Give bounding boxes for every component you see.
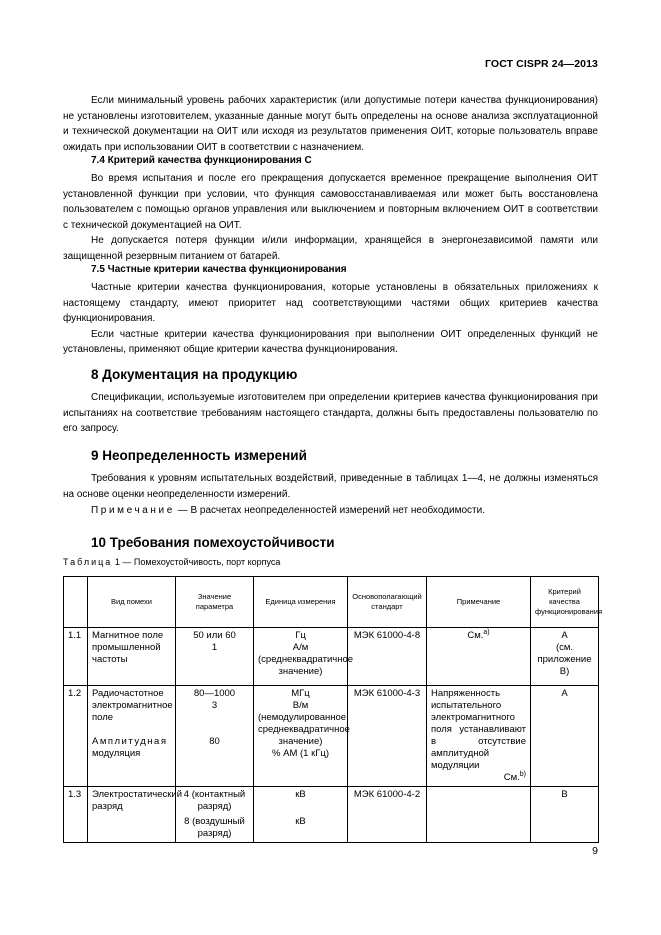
- page-number: 9: [592, 845, 598, 857]
- criterion-cell: А (см. приложение В): [531, 628, 599, 686]
- section-7-5-body: [63, 280, 598, 358]
- row-number: 1.2: [64, 686, 88, 787]
- standard-cell: МЭК 61000-4-3: [348, 686, 427, 787]
- value-cell: 80—1000 3 80: [176, 686, 254, 787]
- table-header-row: [64, 577, 599, 628]
- paragraph: Если частные критерии качества функционирования при выполнении ОИТ определенных функций не установлены, применяют общие критерии качества функционирования.: [63, 328, 598, 355]
- table-caption-label: Таблица: [63, 557, 113, 567]
- phenomenon-cell: Радиочастотное электромагнитное поле Амплитудная модуляция: [88, 686, 176, 787]
- table-caption-number: 1: [114, 557, 120, 567]
- table-caption: [63, 557, 280, 567]
- table-row: [64, 787, 599, 843]
- unit-cell: Гц А/м (среднеквадратичное значение): [254, 628, 348, 686]
- criterion-cell: А: [531, 686, 599, 787]
- criterion-cell: В: [531, 787, 599, 843]
- remark-cell: Напряженность испытательного электромагнитного поля устанавливают в отсутствие амплитудной модуляции См.$^{b)}$: [427, 686, 531, 787]
- section-10-heading: 10 Требования помехоустойчивости: [91, 535, 335, 550]
- header-cell: Единица измерения: [254, 577, 348, 628]
- note-text: — В расчетах неопределенностей измерений нет необходимости.: [177, 505, 485, 516]
- section-9-body: Требования к уровням испытательных воздействий, приведенные в таблицах 1—4, не должны изменяться на основе оценки неопределенности измерений.: [63, 473, 598, 500]
- paragraph: Частные критерии качества функционирования, которые установлены в обязательных приложениях к настоящему стандарту, имеют приоритет над соответствующими частями общих критериев качества функционирования.: [63, 282, 598, 324]
- header-cell: Примечание: [427, 577, 531, 628]
- standard-cell: МЭК 61000-4-2: [348, 787, 427, 843]
- header-cell: Основополагающий стандарт: [348, 577, 427, 628]
- section-8-heading: 8 Документация на продукцию: [91, 367, 298, 382]
- section-9-heading: 9 Неопределенность измерений: [91, 448, 307, 463]
- standard-cell: МЭК 61000-4-8: [348, 628, 427, 686]
- standard-header: ГОСТ CISPR 24—2013: [485, 58, 598, 70]
- section-7-4-body: [63, 171, 598, 264]
- value-cell: 50 или 60 1: [176, 628, 254, 686]
- phenomenon-cell: Магнитное поле промышленной частоты: [88, 628, 176, 686]
- paragraph: Не допускается потеря функции и/или информации, хранящейся в энергонезависимой памяти или защищенной резервным питанием от батарей.: [63, 235, 598, 262]
- table-row: [64, 686, 599, 787]
- section-7-4-heading: 7.4 Критерий качества функционирования С: [91, 155, 312, 166]
- paragraph: Во время испытания и после его прекращения допускается временное прекращение выполнения ОИТ установленной функции при условии, что функция самовосстанавливаемая или может быть восстановлена пользователем с помощью органов управления или выключением и повторным включением ОИТ в соответствии с технической документацией на ОИТ.: [63, 173, 598, 231]
- header-cell-number: [64, 577, 88, 628]
- note-label: Примечание: [91, 505, 175, 516]
- phenomenon-cell: Электростатический разряд: [88, 787, 176, 843]
- row-number: 1.3: [64, 787, 88, 843]
- header-cell: Критерий качества функционирования: [531, 577, 599, 628]
- paragraph-criterion-b-end: Если минимальный уровень рабочих характеристик (или допустимые потери качества функционирования) не установлены изготовителем, указанные данные могут быть определены на основе анализа эксплуатационной и технической документации на ОИТ или исходя из результатов применения ОИТ, которые пользователь вправе ожидать при использовании ОИТ в соответствии с назначением.: [63, 95, 598, 153]
- table-row: [64, 628, 599, 686]
- row-number: 1.1: [64, 628, 88, 686]
- header-cell: Значение параметра: [176, 577, 254, 628]
- value-cell: 4 (контактный разряд) 8 (воздушный разряд): [176, 787, 254, 843]
- remark-cell: См.$^{a)}$: [427, 628, 531, 686]
- table-caption-title: — Помехоустойчивость, порт корпуса: [122, 557, 281, 567]
- section-7-5-heading: 7.5 Частные критерии качества функционирования: [91, 264, 347, 275]
- immunity-table: [63, 576, 603, 843]
- section-8-body: Спецификации, используемые изготовителем при определении критериев качества функционирования при испытаниях на соответствие требованиям настоящего стандарта, должны быть предоставлены пользователю по его запросу.: [63, 392, 598, 434]
- unit-cell: МГц В/м (немодулированное, среднеквадратичное значение) % АМ (1 кГц): [254, 686, 348, 787]
- section-9-note: [63, 503, 598, 519]
- unit-cell: кВ кВ: [254, 787, 348, 843]
- header-cell: Вид помехи: [88, 577, 176, 628]
- remark-cell: [427, 787, 531, 843]
